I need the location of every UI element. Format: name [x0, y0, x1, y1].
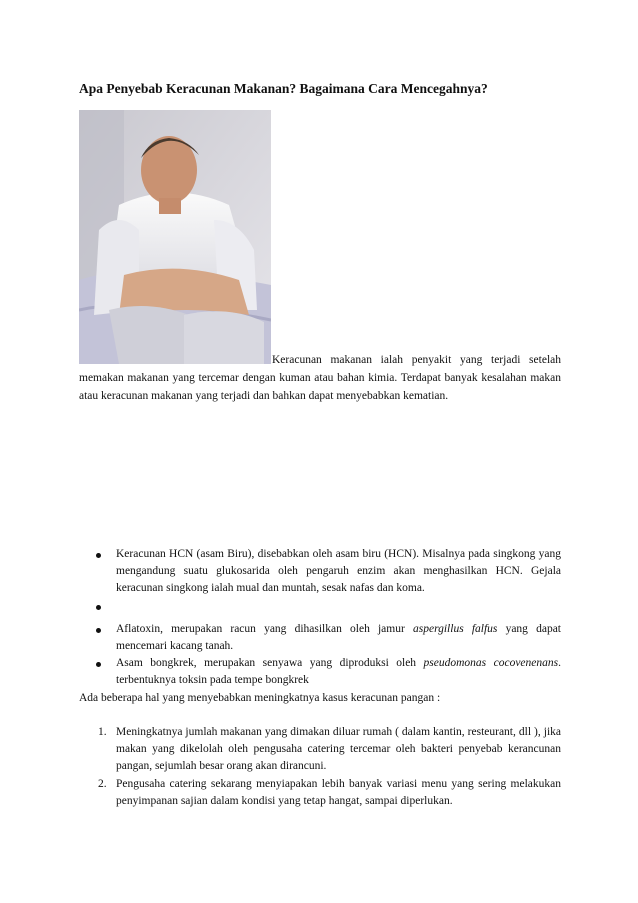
poison-type-list: [79, 546, 561, 690]
list-item-text: Keracunan HCN (asam Biru), disebabkan oleh asam biru (HCN). Misalnya pada singkong yang mengandung suatu glukosarida oleh pengaruh enzim akan menghasilkan HCN. Gejala keracunan singkong ialah mual dan muntah, sesak nafas dan koma.: [116, 548, 561, 595]
bullet-icon: [96, 605, 101, 610]
list-item-text: Aflatoxin, merupakan racun yang dihasilkan oleh jamur: [116, 622, 413, 635]
list-item: [79, 655, 561, 689]
man-stomach-ache-illustration: [79, 110, 271, 364]
list-number: 2.: [98, 777, 107, 790]
list-item-text: Pengusaha catering sekarang menyiapakan lebih banyak variasi menu yang sering melakukan penyimpanan sajian dalam kondisi yang tetap hangat, sampai diperlukan.: [116, 777, 561, 807]
intro-text: Keracunan makanan ialah penyakit yang terjadi setelah memakan makanan yang tercemar dengan kuman atau bahan kimia. Terdapat banyak kesalahan makan atau keracunan makanan yang terjadi dan bahkan dapat menyebabkan kematian.: [79, 354, 561, 402]
bullet-icon: [96, 553, 101, 558]
article-photo: [79, 110, 271, 364]
list-item: [79, 621, 561, 655]
article-title: Apa Penyebab Keracunan Makanan? Bagaimana Cara Mencegahnya?: [79, 81, 488, 96]
list-item-text: Asam bongkrek, merupakan senyawa yang diproduksi oleh: [116, 657, 424, 670]
list-item-text: . terbentuknya toksin pada tempe bongkrek: [116, 657, 561, 687]
list-item-text: Meningkatnya jumlah makanan yang dimakan diluar rumah ( dalam kantin, resteurant, dll ), jika makan yang dikelolah oleh pengusaha catering tercemar oleh bakteri penyebab kerancunan pangan, sejumlah besar orang akan dirancuni.: [116, 726, 561, 773]
list-item: [79, 598, 561, 621]
list-item-text: yang dapat mencemari kacang tanah.: [116, 622, 561, 653]
intro-paragraph: [79, 351, 561, 405]
species-name: aspergillus falfus: [412, 622, 498, 635]
causes-lead-text: Ada beberapa hal yang menyebabkan meningkatnya kasus keracunan pangan :: [79, 692, 441, 704]
list-item: [79, 724, 561, 776]
list-item: [79, 546, 561, 598]
image-wrap-spacer: [79, 351, 272, 365]
bullet-icon: [96, 662, 101, 667]
bullet-icon: [96, 628, 101, 633]
list-number: 1.: [98, 726, 107, 738]
list-item: [79, 776, 561, 810]
causes-list: [79, 724, 561, 810]
species-name: pseudomonas cocovenenans: [423, 657, 559, 670]
